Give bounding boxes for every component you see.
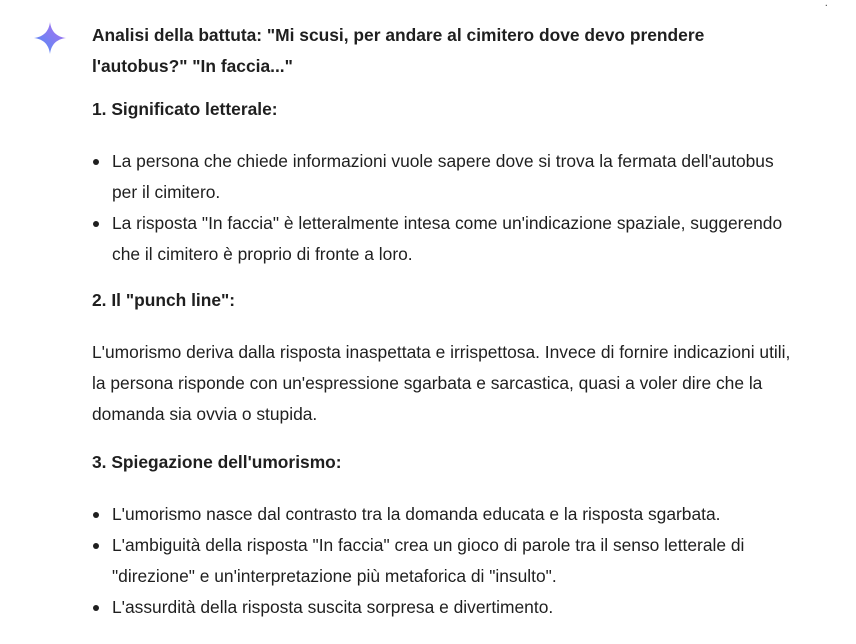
section-paragraph-punchline: L'umorismo deriva dalla risposta inaspettata e irrispettosa. Invece di fornire indicazioni utili, la persona risponde con un'espressione sgarbata e sarcastica, quasi a voler dire che la domanda sia ovvia o stupida. [92,342,791,424]
bullet-dot [93,159,99,165]
bullet-list-literal [92,146,792,270]
section-heading-literal: 1. Significato letterale: [92,99,278,119]
list-item [92,499,792,530]
response-body [92,20,792,638]
list-item [92,530,792,592]
list-item-text: La persona che chiede informazioni vuole sapere dove si trova la fermata dell'autobus per il cimitero. [112,151,774,202]
section-heading-humor: 3. Spiegazione dell'umorismo: [92,452,342,472]
more-options-icon[interactable]: ․ [824,0,828,9]
list-item-text: L'assurdità della risposta suscita sorpresa e divertimento. [112,597,554,617]
list-item [92,592,792,623]
gemini-sparkle-icon [33,21,67,55]
list-item [92,146,792,208]
list-item-text: La risposta "In faccia" è letteralmente intesa come un'indicazione spaziale, suggerendo che il cimitero è proprio di fronte a loro. [112,213,783,264]
bullet-dot [93,543,99,549]
section-heading-punchline: 2. Il "punch line": [92,290,236,310]
list-item [92,208,792,270]
bullet-dot [93,221,99,227]
bullet-list-humor [92,499,792,623]
response-title: Analisi della battuta: "Mi scusi, per andare al cimitero dove devo prendere l'autobus?" "In faccia..." [92,25,705,76]
bullet-dot [93,512,99,518]
list-item-text: L'ambiguità della risposta "In faccia" crea un gioco di parole tra il senso letterale di "direzione" e un'interpretazione più metaforica di "insulto". [112,535,745,586]
list-item-text: L'umorismo nasce dal contrasto tra la domanda educata e la risposta sgarbata. [112,504,721,524]
bullet-dot [93,605,99,611]
